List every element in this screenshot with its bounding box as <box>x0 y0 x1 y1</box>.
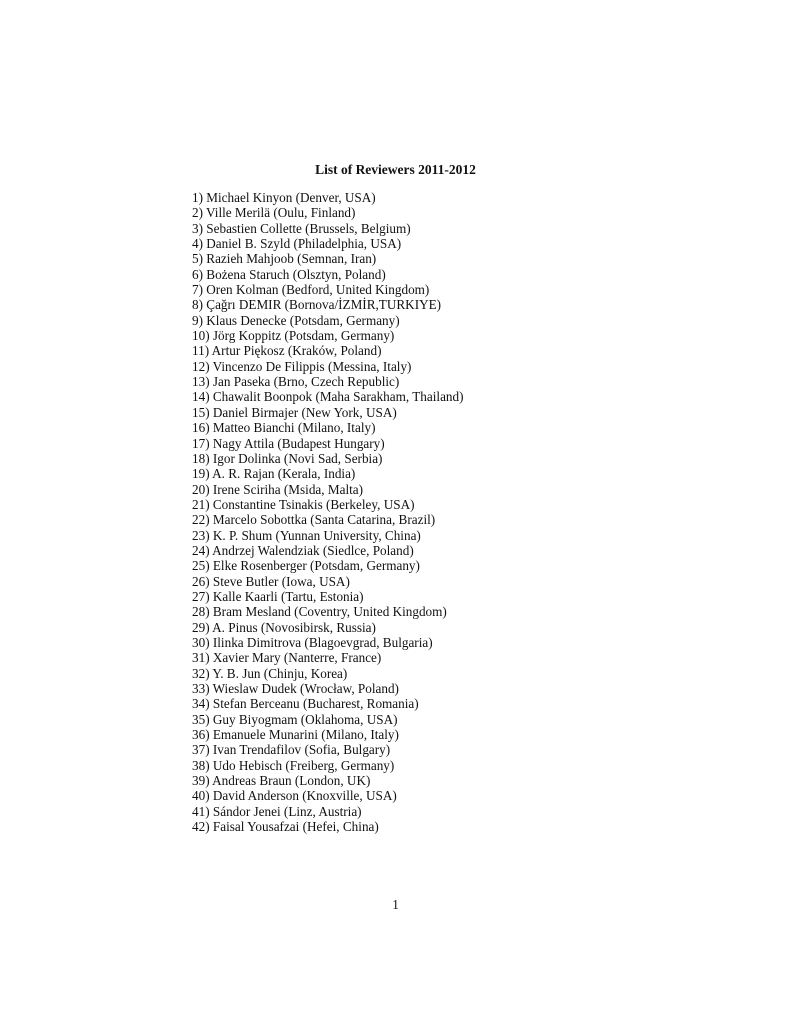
reviewer-item: 23) K. P. Shum (Yunnan University, China) <box>192 527 421 543</box>
reviewer-item: 2) Ville Merilä (Oulu, Finland) <box>192 205 356 221</box>
reviewer-item: 26) Steve Butler (Iowa, USA) <box>192 573 350 589</box>
reviewer-item: 27) Kalle Kaarli (Tartu, Estonia) <box>192 588 364 604</box>
reviewer-item: 28) Bram Mesland (Coventry, United Kingdom) <box>192 604 447 620</box>
reviewer-item: 24) Andrzej Walendziak (Siedlce, Poland) <box>192 542 414 558</box>
reviewer-item: 6) Bożena Staruch (Olsztyn, Poland) <box>192 266 386 282</box>
reviewer-item: 41) Sándor Jenei (Linz, Austria) <box>192 803 362 819</box>
reviewer-item: 14) Chawalit Boonpok (Maha Sarakham, Thailand) <box>192 389 464 405</box>
reviewer-item: 5) Razieh Mahjoob (Semnan, Iran) <box>192 251 377 267</box>
reviewer-item: 35) Guy Biyogmam (Oklahoma, USA) <box>192 711 398 727</box>
reviewer-item: 19) A. R. Rajan (Kerala, India) <box>192 466 356 482</box>
reviewer-item: 25) Elke Rosenberger (Potsdam, Germany) <box>192 558 420 574</box>
reviewer-item: 13) Jan Paseka (Brno, Czech Republic) <box>192 374 400 390</box>
reviewer-item: 9) Klaus Denecke (Potsdam, Germany) <box>192 312 400 328</box>
reviewer-item: 37) Ivan Trendafilov (Sofia, Bulgary) <box>192 742 391 758</box>
page-title: List of Reviewers 2011-2012 <box>315 162 476 177</box>
reviewer-item: 30) Ilinka Dimitrova (Blagoevgrad, Bulgaria) <box>192 634 433 650</box>
page-number: 1 <box>392 897 399 912</box>
reviewer-item: 3) Sebastien Collette (Brussels, Belgium) <box>192 220 411 236</box>
reviewer-item: 16) Matteo Bianchi (Milano, Italy) <box>192 420 376 436</box>
reviewer-item: 36) Emanuele Munarini (Milano, Italy) <box>192 727 399 743</box>
reviewer-item: 31) Xavier Mary (Nanterre, France) <box>192 650 382 666</box>
reviewer-item: 18) Igor Dolinka (Novi Sad, Serbia) <box>192 450 383 466</box>
reviewer-item: 39) Andreas Braun (London, UK) <box>192 773 371 789</box>
reviewer-item: 20) Irene Sciriha (Msida, Malta) <box>192 481 364 497</box>
reviewer-item: 7) Oren Kolman (Bedford, United Kingdom) <box>192 282 430 298</box>
reviewer-item: 29) A. Pinus (Novosibirsk, Russia) <box>192 619 376 635</box>
reviewer-item: 11) Artur Piękosz (Kraków, Poland) <box>192 343 382 359</box>
reviewer-item: 1) Michael Kinyon (Denver, USA) <box>192 190 376 205</box>
reviewer-item: 22) Marcelo Sobottka (Santa Catarina, Brazil) <box>192 512 436 528</box>
reviewer-item: 10) Jörg Koppitz (Potsdam, Germany) <box>192 328 395 344</box>
reviewer-item: 4) Daniel B. Szyld (Philadelphia, USA) <box>192 236 402 252</box>
reviewer-item: 8) Çağrı DEMIR (Bornova/İZMİR,TURKIYE) <box>192 297 442 313</box>
reviewer-item: 42) Faisal Yousafzai (Hefei, China) <box>192 819 379 835</box>
reviewer-item: 34) Stefan Berceanu (Bucharest, Romania) <box>192 696 419 712</box>
reviewer-item: 32) Y. B. Jun (Chinju, Korea) <box>192 665 348 681</box>
reviewer-item: 15) Daniel Birmajer (New York, USA) <box>192 404 397 420</box>
reviewer-item: 38) Udo Hebisch (Freiberg, Germany) <box>192 757 395 773</box>
reviewer-item: 33) Wieslaw Dudek (Wrocław, Poland) <box>192 681 399 696</box>
reviewer-list <box>192 190 464 834</box>
reviewer-item: 21) Constantine Tsinakis (Berkeley, USA) <box>192 496 415 512</box>
reviewer-item: 17) Nagy Attila (Budapest Hungary) <box>192 435 385 451</box>
reviewer-item: 40) David Anderson (Knoxville, USA) <box>192 788 397 804</box>
reviewer-item: 12) Vincenzo De Filippis (Messina, Italy) <box>192 358 412 374</box>
